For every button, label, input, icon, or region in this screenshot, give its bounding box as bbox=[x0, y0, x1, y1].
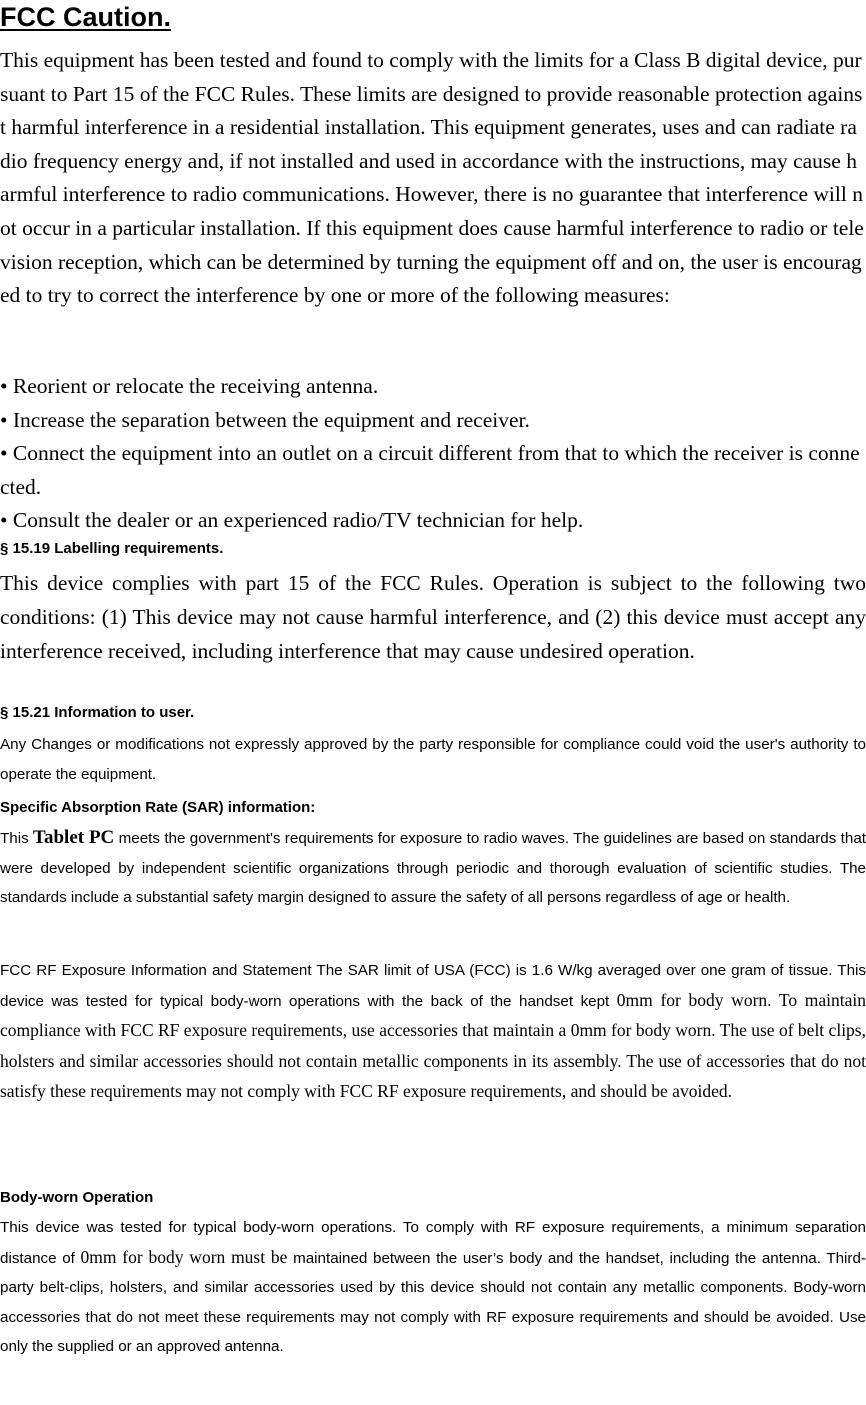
fcc-caution-paragraph: This equipment has been tested and found to comply with the limits for a Class B digital device, pursuant to Part 15 of the FCC Rules. These limits are designed to provide reasonable protection against harmful interference in a residential installation. This equipment generates, uses and can radiate radio frequency energy and, if not installed and used in accordance with the instructions, may cause harmful interference to radio communications. However, there is no guarantee that interference will not occur in a particular installation. If this equipment does cause harmful interference to radio or television reception, which can be determined by turning the equipment off and on, the user is encouraged to try to correct the interference by one or more of the following measures: bbox=[0, 48, 864, 308]
body-worn-heading: Body-worn Operation bbox=[0, 1189, 154, 1206]
list-item: • Consult the dealer or an experienced radio/TV technician for help. bbox=[0, 508, 584, 533]
section-15-19-body: This device complies with part 15 of the FCC Rules. Operation is subject to the following two conditions: (1) This device may not cause harmful interference, and (2) this device must accept any interference received, including interference that may cause undesired operation. bbox=[0, 571, 866, 663]
measures-list bbox=[0, 370, 866, 538]
rf-exposure-statement bbox=[0, 956, 866, 1108]
rf-exposure-sans: FCC RF Exposure Information and Statement The SAR limit of USA (FCC) is 1.6 W/kg averaged over one gram of tissue. This device was tested for typical body-worn operations with the back of the handset kept bbox=[0, 962, 866, 1010]
section-15-21-heading: § 15.21 Information to user. bbox=[0, 704, 195, 721]
sar-body-post: meets the government's requirements for exposure to radio waves. The guidelines are based on standards that were developed by independent scientific organizations through periodic and thorough evaluation of scientific studies. The standards include a substantial safety margin designed to assure the safety of all persons regardless of age or health. bbox=[0, 830, 866, 906]
list-item: • Connect the equipment into an outlet on a circuit different from that to which the receiver is connected. bbox=[0, 441, 860, 499]
list-item: • Reorient or relocate the receiving antenna. bbox=[0, 374, 379, 398]
list-item: • Increase the separation between the equipment and receiver. bbox=[0, 407, 530, 432]
body-worn-post: maintained between the user’s body and the handset, including the antenna. Third-party belt-clips, holsters, and similar accessories used by this device should not contain any metallic components. Body-worn accessories that do not meet these requirements may not comply with RF exposure requirements and should be avoided. Use only the supplied or an approved antenna. bbox=[0, 1249, 866, 1355]
section-15-19-heading: § 15.19 Labelling requirements. bbox=[0, 540, 224, 557]
page-title: FCC Caution. bbox=[0, 2, 171, 32]
body-worn-serif: 0mm for body worn must be bbox=[80, 1246, 288, 1267]
section-15-21-body: Any Changes or modifications not expressly approved by the party responsible for compliance could void the user's authority to operate the equipment. bbox=[0, 736, 866, 783]
rf-exposure-serif: 0mm for body worn. To maintain compliance with FCC RF exposure requirements, use accessories that maintain a 0mm for body worn. The use of belt clips, holsters and similar accessories should not contain metallic components in its assembly. The use of accessories that do not satisfy these requirements may not comply with FCC RF exposure requirements, and should be avoided. bbox=[0, 989, 866, 1101]
sar-heading: Specific Absorption Rate (SAR) information: bbox=[0, 799, 316, 816]
sar-body-pre: This bbox=[0, 830, 34, 847]
body-worn-body bbox=[0, 1213, 866, 1362]
body-worn-pre: This device was tested for typical body-worn operations. To comply with RF exposure requirements, a minimum separation distance of bbox=[0, 1219, 866, 1267]
sar-body bbox=[0, 823, 866, 913]
device-name: Tablet PC bbox=[33, 827, 115, 848]
